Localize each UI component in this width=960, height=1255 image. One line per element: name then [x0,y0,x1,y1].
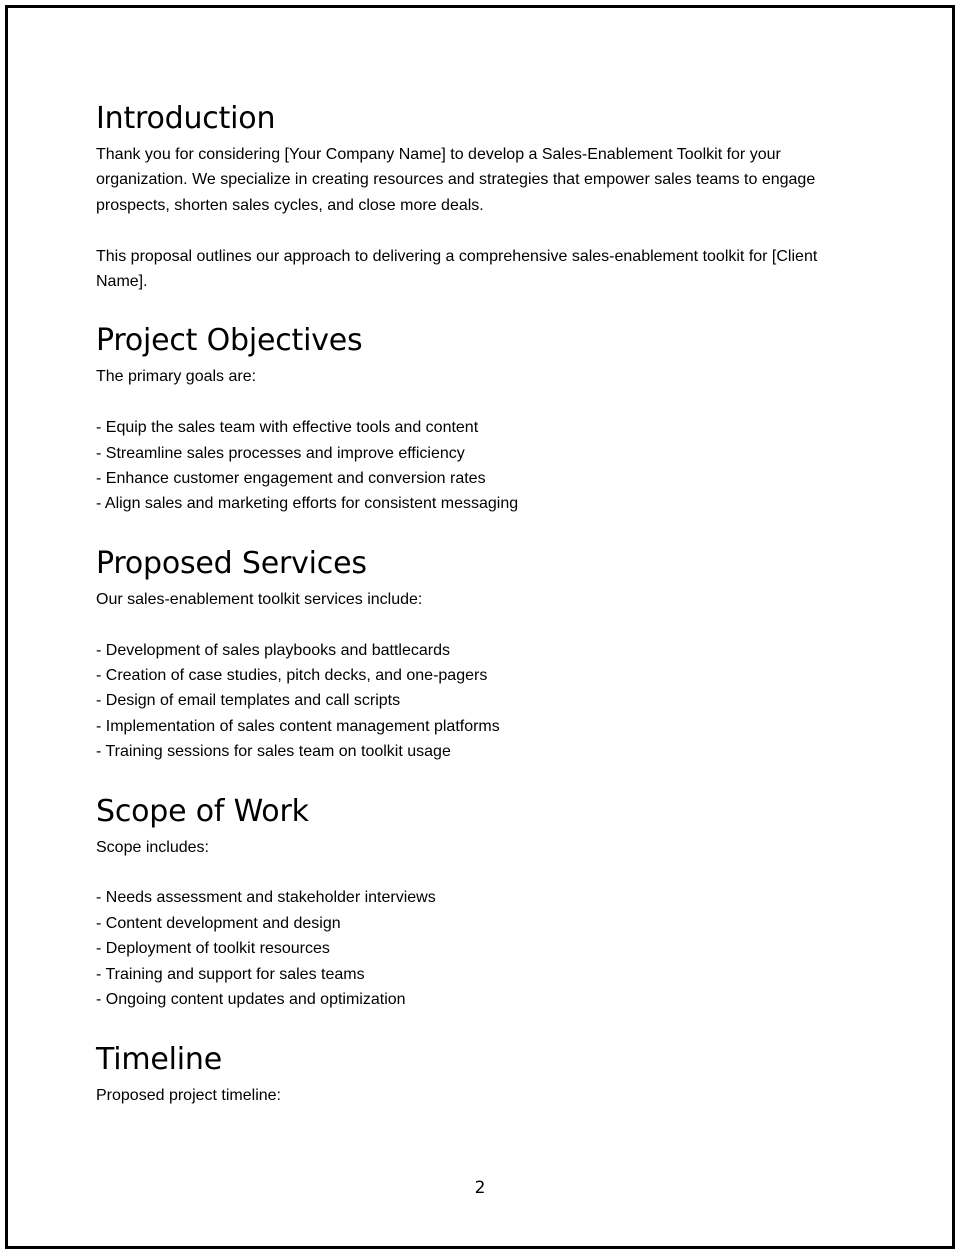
paragraph-spacer [96,860,866,885]
list-item: - Training and support for sales teams [96,965,365,983]
objectives-intro: The primary goals are: [96,368,257,386]
list-item: - Equip the sales team with effective tools and content [96,419,479,437]
introduction-heading: Introduction [96,101,276,136]
page-number: 2 [474,1178,486,1198]
page-content [96,100,866,1136]
list-item: - Streamline sales processes and improve efficiency [96,444,465,462]
introduction-section [96,100,866,294]
objectives-heading: Project Objectives [96,323,363,359]
services-section [96,545,866,765]
list-item: - Align sales and marketing efforts for consistent messaging [96,495,519,513]
list-item: - Needs assessment and stakeholder interviews [96,889,436,907]
list-item: - Deployment of toolkit resources [96,940,330,958]
paragraph-spacer [96,612,866,637]
introduction-paragraph-2: This proposal outlines our approach to delivering a comprehensive sales-enablement toolkit for [Client Name]. [96,247,818,291]
objectives-section [96,322,866,516]
list-item: - Training sessions for sales team on toolkit usage [96,743,451,761]
scope-intro: Scope includes: [96,838,209,856]
scope-heading: Scope of Work [96,793,309,829]
list-item: - Development of sales playbooks and battlecards [96,641,450,659]
paragraph-spacer [96,390,866,415]
timeline-intro: Proposed project timeline: [96,1086,281,1104]
objectives-list [96,415,866,517]
list-item: - Content development and design [96,914,341,932]
timeline-heading: Timeline [96,1041,222,1077]
list-item: - Ongoing content updates and optimization [96,991,406,1009]
services-intro: Our sales-enablement toolkit services include: [96,590,423,608]
paragraph-spacer [96,218,866,243]
timeline-section [96,1041,866,1108]
list-item: - Implementation of sales content management platforms [96,717,500,735]
list-item: - Enhance customer engagement and conversion rates [96,470,486,488]
scope-section [96,793,866,1013]
services-heading: Proposed Services [96,545,367,581]
scope-list [96,885,866,1012]
services-list [96,638,866,765]
introduction-paragraph-1: Thank you for considering [Your Company Name] to develop a Sales-Enablement Toolkit for your organization. We specialize in creating resources and strategies that empower sales teams to engage prospects, shorten sales cycles, and close more deals. [96,146,816,214]
list-item: - Creation of case studies, pitch decks, and one-pagers [96,667,488,685]
document-page [5,5,955,1249]
list-item: - Design of email templates and call scripts [96,692,401,710]
